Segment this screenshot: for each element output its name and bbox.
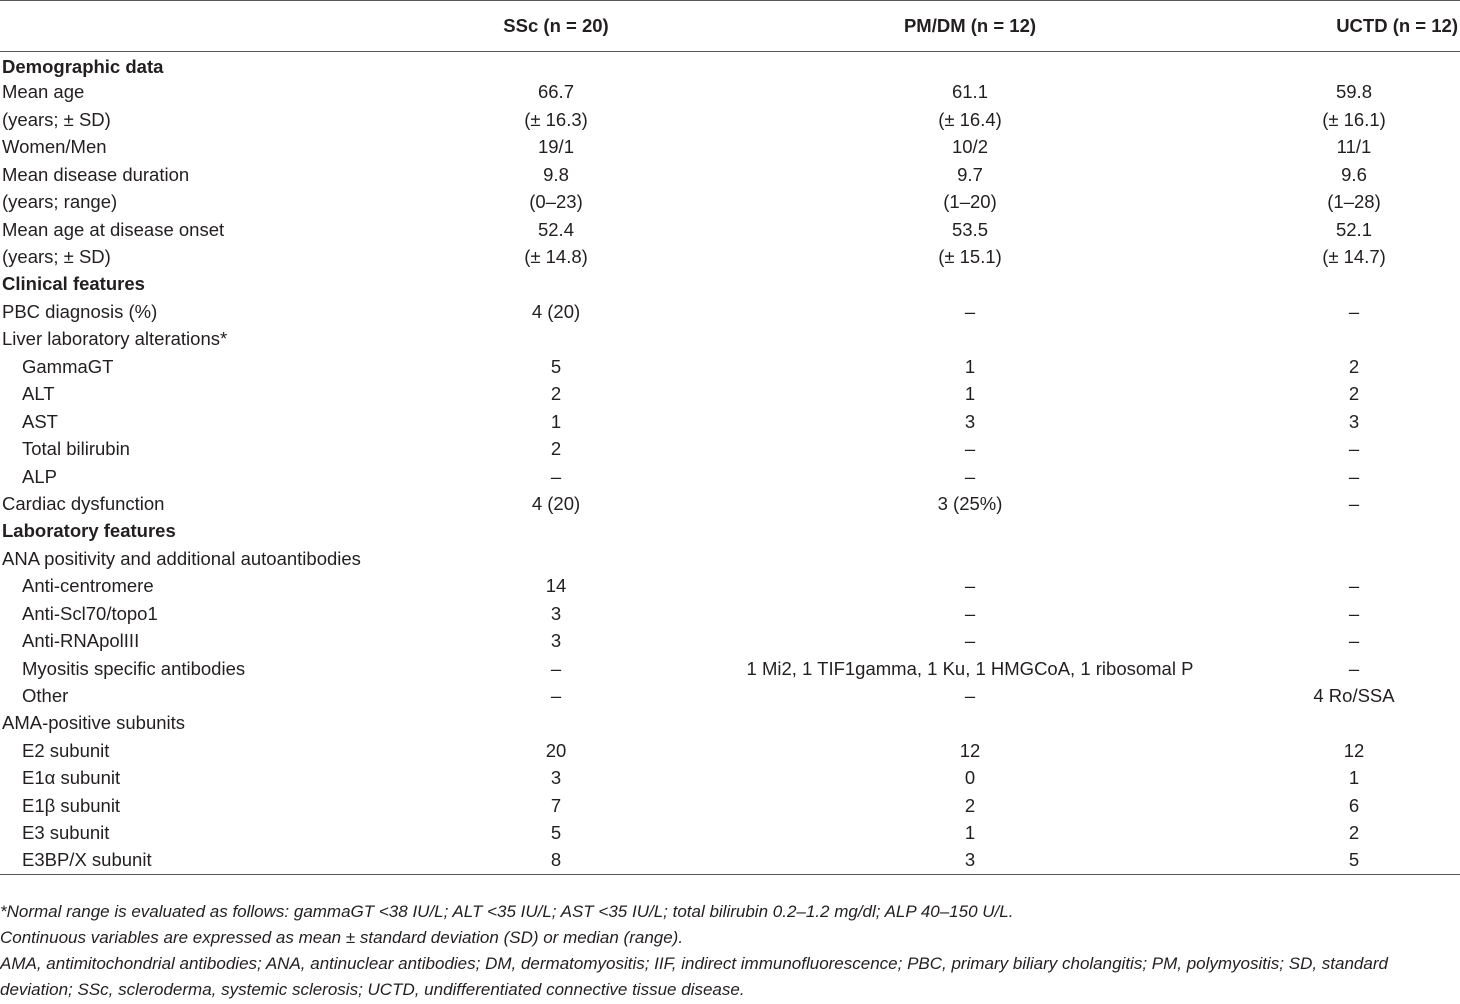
cell-ssc: 2 (550, 438, 562, 460)
cell-ssc: – (550, 657, 562, 679)
cell-pmdm: – (964, 438, 976, 460)
row-label: Mean age (2, 81, 85, 103)
table-row (0, 765, 1460, 792)
cell-ssc: 19/1 (537, 136, 574, 158)
cell-uctd: – (1348, 602, 1360, 624)
footnote-normal-range: *Normal range is evaluated as follows: gammaGT <38 IU/L; ALT <35 IU/L; AST <35 IU/L; total bilirubin 0.2–1.2 mg/dl; ALP 40–150 U/L. (0, 902, 1014, 921)
cell-ssc: (± 14.8) (524, 246, 588, 268)
cell-uctd: (± 14.7) (1322, 246, 1386, 268)
cell-pmdm: – (964, 575, 976, 597)
table-row (0, 600, 1460, 627)
cell-uctd (1248, 271, 1460, 298)
row-label: ANA positivity and additional autoantibodies (2, 547, 361, 569)
table-row (0, 628, 1460, 655)
cell-ssc: 66.7 (537, 81, 574, 103)
cell-ssc: 1 (550, 410, 562, 432)
cell-pmdm: – (964, 630, 976, 652)
cell-uctd: 5 (1248, 847, 1460, 874)
cell-uctd: (± 16.1) (1322, 108, 1386, 130)
row-label: E1α subunit (22, 767, 121, 789)
cell-pmdm: – (964, 602, 976, 624)
row-label: (years; ± SD) (2, 246, 111, 268)
cell-uctd: 59.8 (1335, 81, 1372, 103)
cell-pmdm (692, 326, 1248, 353)
footnote-abbreviations: AMA, antimitochondrial antibodies; ANA, antinuclear antibodies; DM, dermatomyositis; IIF, indirect immunofluorescence; PBC, primary biliary cholangitis; PM, polymyositis; SD, standard deviation; SSc, scleroderma, systemic sclerosis; UCTD, undifferentiated connective tissue disease. (0, 954, 1388, 999)
cell-uctd: 2 (1348, 383, 1360, 405)
row-label: E3 subunit (22, 822, 110, 844)
row-label: Mean disease duration (2, 163, 190, 185)
cell-uctd (1248, 710, 1460, 737)
cell-uctd (1248, 326, 1460, 353)
cell-ssc (420, 518, 692, 545)
cell-pmdm (692, 52, 1248, 79)
row-label: GammaGT (22, 355, 114, 377)
cell-ssc: 3 (550, 602, 562, 624)
cell-pmdm: 3 (964, 410, 976, 432)
header-empty-cell (0, 1, 420, 52)
cell-pmdm: 1 Mi2, 1 TIF1gamma, 1 Ku, 1 HMGCoA, 1 ribosomal P (746, 657, 1194, 679)
cell-pmdm: 12 (959, 739, 981, 761)
cell-ssc: 3 (550, 630, 562, 652)
table-row (0, 134, 1460, 161)
cell-ssc (420, 326, 692, 353)
row-label: E1β subunit (22, 794, 121, 816)
table-row (0, 737, 1460, 764)
cell-ssc: 4 (20) (531, 492, 581, 514)
cell-uctd: – (1348, 575, 1360, 597)
cell-uctd: – (1348, 300, 1360, 322)
table-footnotes (0, 899, 1460, 1003)
footnote-continuous-variables: Continuous variables are expressed as mean ± standard deviation (SD) or median (range). (0, 928, 684, 947)
cell-pmdm: 0 (964, 767, 976, 789)
row-label: E2 subunit (22, 739, 110, 761)
cell-ssc (420, 52, 692, 79)
table-row (0, 573, 1460, 600)
cell-uctd: – (1348, 438, 1360, 460)
table-row (0, 683, 1460, 710)
cell-uctd: 6 (1348, 794, 1360, 816)
row-label: ALT (22, 383, 55, 405)
cell-pmdm: 1 (964, 355, 976, 377)
cell-uctd: 9.6 (1341, 163, 1367, 185)
cell-ssc: 14 (545, 575, 567, 597)
header-pmdm: PM/DM (n = 12) (692, 1, 1248, 52)
row-label: AMA-positive subunits (2, 712, 186, 734)
table-row (0, 79, 1460, 106)
cell-ssc: – (550, 685, 562, 707)
cell-ssc (420, 271, 692, 298)
row-label: Women/Men (2, 136, 107, 158)
cell-pmdm: 3 (692, 847, 1248, 874)
cell-pmdm: 10/2 (951, 136, 988, 158)
cell-pmdm: 9.7 (957, 163, 983, 185)
cell-pmdm: 53.5 (951, 218, 988, 240)
cell-ssc: 5 (550, 355, 562, 377)
table-row (0, 298, 1460, 325)
row-label: Other (22, 685, 69, 707)
cell-ssc: 20 (545, 739, 567, 761)
table-row (0, 381, 1460, 408)
table-row (0, 463, 1460, 490)
row-label: Cardiac dysfunction (2, 492, 165, 514)
cell-pmdm: 3 (25%) (937, 492, 1003, 514)
table-row (0, 408, 1460, 435)
cell-uctd: 12 (1343, 739, 1365, 761)
cell-pmdm: (1–20) (943, 191, 997, 213)
cell-ssc: 5 (550, 822, 562, 844)
cell-pmdm (692, 545, 1248, 572)
table-row (0, 436, 1460, 463)
table-row (0, 655, 1460, 682)
cell-uctd: 52.1 (1335, 218, 1372, 240)
cell-pmdm: – (964, 465, 976, 487)
row-label: E3BP/X subunit (0, 847, 420, 874)
row-label: Mean age at disease onset (2, 218, 225, 240)
cell-uctd (1248, 518, 1460, 545)
cell-uctd: 1 (1348, 767, 1360, 789)
table-row (0, 491, 1460, 518)
cell-uctd: 11/1 (1336, 136, 1372, 158)
cell-uctd: – (1348, 657, 1360, 679)
cell-uctd: 4 Ro/SSA (1313, 685, 1395, 707)
cell-ssc: 7 (550, 794, 562, 816)
cell-ssc: 9.8 (543, 163, 569, 185)
cell-pmdm: (± 15.1) (938, 246, 1002, 268)
row-label: PBC diagnosis (%) (2, 300, 158, 322)
table-row (0, 820, 1460, 847)
cell-ssc: – (550, 465, 562, 487)
row-label: Total bilirubin (22, 438, 130, 460)
row-label: Clinical features (2, 273, 145, 295)
cell-ssc: 2 (550, 383, 562, 405)
cell-pmdm: 2 (964, 794, 976, 816)
row-label: ALP (22, 465, 57, 487)
cell-ssc (420, 545, 692, 572)
cell-ssc: 3 (550, 767, 562, 789)
section-header-row (0, 52, 1460, 79)
table-row (0, 326, 1460, 353)
cell-uctd: – (1348, 465, 1360, 487)
table-row (0, 189, 1460, 216)
table-row (0, 792, 1460, 819)
row-label: Anti-Scl70/topo1 (22, 602, 158, 624)
section-header-row (0, 518, 1460, 545)
cell-uctd: 2 (1348, 355, 1360, 377)
row-label: Myositis specific antibodies (22, 657, 246, 679)
cell-uctd: 2 (1348, 822, 1360, 844)
cell-pmdm: – (964, 685, 976, 707)
cell-ssc: 8 (420, 847, 692, 874)
header-uctd: UCTD (n = 12) (1248, 1, 1460, 52)
cell-uctd (1248, 52, 1460, 79)
table-row (0, 161, 1460, 188)
row-label: Laboratory features (2, 520, 176, 542)
section-header-row (0, 271, 1460, 298)
cell-ssc: (± 16.3) (524, 108, 588, 130)
cell-uctd (1248, 545, 1460, 572)
row-label: Anti-centromere (22, 575, 154, 597)
cell-pmdm: (± 16.4) (938, 108, 1002, 130)
cell-pmdm (692, 271, 1248, 298)
header-ssc: SSc (n = 20) (420, 1, 692, 52)
cell-pmdm (692, 710, 1248, 737)
table-row (0, 847, 1460, 874)
cell-pmdm: 61.1 (951, 81, 988, 103)
cell-pmdm (692, 518, 1248, 545)
row-label: (years; ± SD) (2, 108, 111, 130)
cell-ssc: 52.4 (537, 218, 574, 240)
cell-uctd: 3 (1348, 410, 1360, 432)
cell-ssc (420, 710, 692, 737)
cell-uctd: – (1348, 492, 1360, 514)
cell-ssc: 4 (20) (531, 300, 581, 322)
table-row (0, 216, 1460, 243)
row-label: AST (22, 410, 58, 432)
table-row (0, 106, 1460, 133)
row-label: (years; range) (2, 191, 118, 213)
cell-pmdm: 1 (964, 383, 976, 405)
cell-pmdm: 1 (964, 822, 976, 844)
table-row (0, 710, 1460, 737)
cell-uctd: – (1348, 630, 1360, 652)
table-header-row (0, 1, 1460, 52)
cell-uctd: (1–28) (1327, 191, 1381, 213)
table-row (0, 545, 1460, 572)
cell-ssc: (0–23) (529, 191, 583, 213)
row-label: Liver laboratory alterations* (2, 328, 228, 350)
table-row (0, 353, 1460, 380)
cell-pmdm: – (964, 300, 976, 322)
table-row (0, 244, 1460, 271)
table-body (0, 52, 1460, 875)
row-label: Demographic data (2, 55, 164, 77)
row-label: Anti-RNApolIII (22, 630, 140, 652)
